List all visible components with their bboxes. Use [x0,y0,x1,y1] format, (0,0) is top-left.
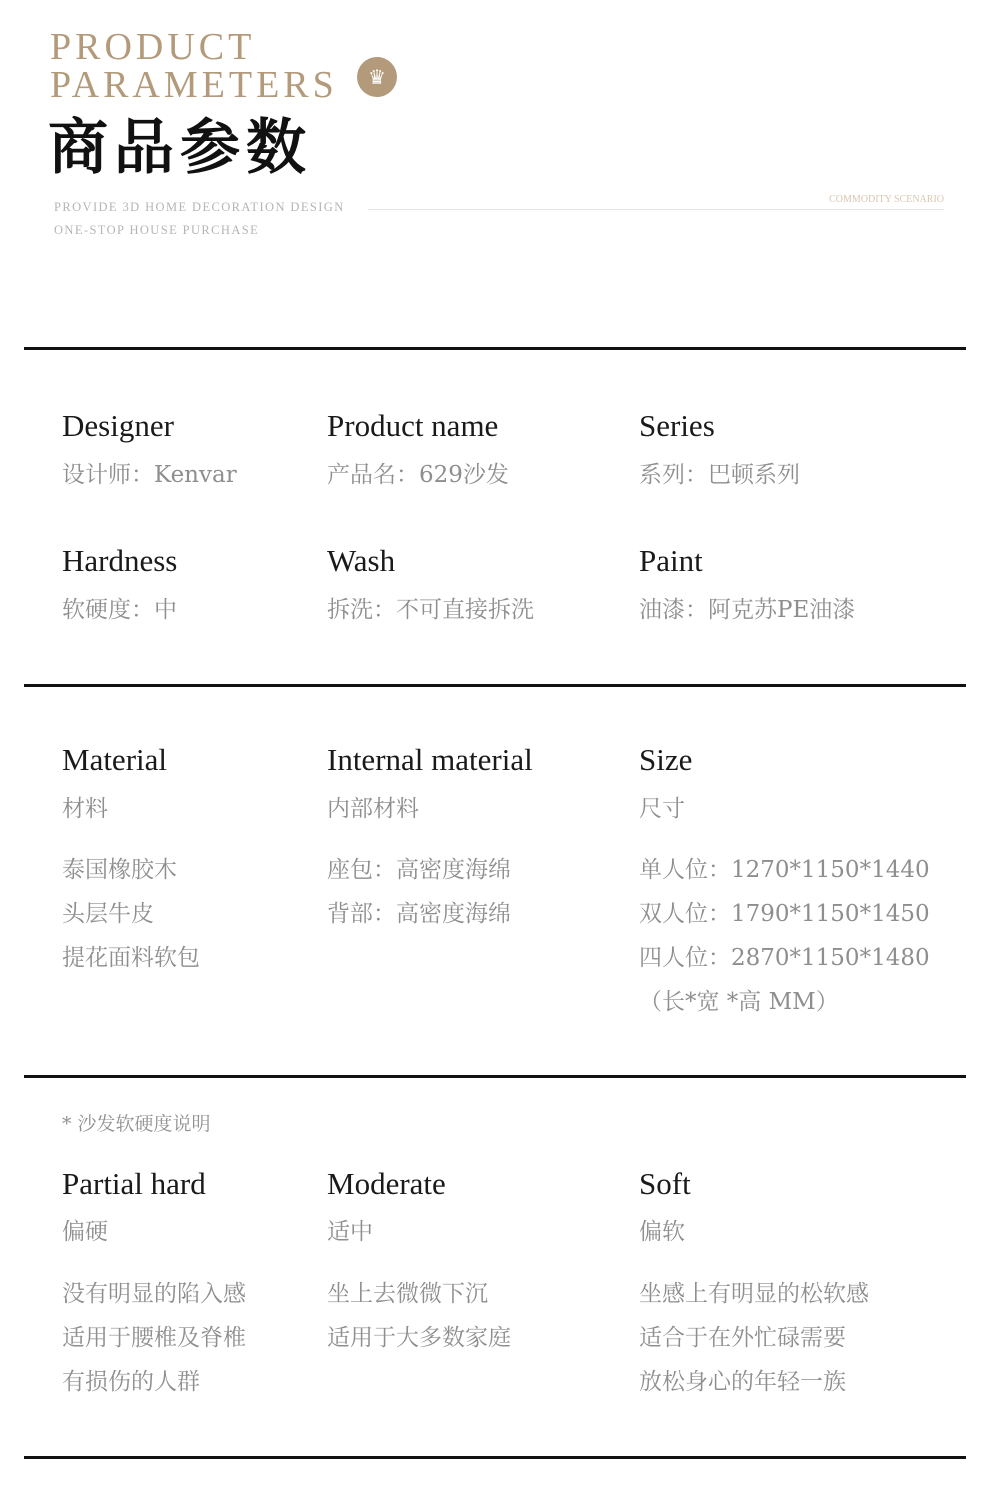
list-item: 有损伤的人群 [62,1369,200,1395]
list-item: （长*宽 *高 MM） [639,989,839,1015]
size-label: Size [639,742,693,777]
hardness-level-label: Soft [639,1166,691,1201]
subtitle-line1: PROVIDE 3D HOME DECORATION DESIGN [54,200,345,214]
hardness-level-desc [327,1272,511,1360]
hardness-level-label-cn: 适中 [327,1219,373,1245]
title-cn: 商品参数 [48,113,312,183]
size-list [639,848,930,1024]
list-item: 泰国橡胶木 [62,857,177,883]
list-item: 座包：高密度海绵 [327,857,511,883]
param-value-wash: 拆洗：不可直接拆洗 [327,597,534,623]
hardness-level-label: Partial hard [62,1166,206,1201]
list-item: 适用于腰椎及脊椎 [62,1325,246,1351]
param-label-series: Series [639,408,715,443]
hardness-level-label-cn: 偏硬 [62,1219,108,1245]
crown-icon: ♛ [357,57,397,97]
list-item: 头层牛皮 [62,901,154,927]
list-item: 提花面料软包 [62,945,200,971]
title-en [50,28,338,104]
title-en-line2: PARAMETERS [50,64,338,106]
scenario-label: COMMODITY SCENARIO [829,194,944,205]
param-label-wash: Wash [327,543,396,578]
material-label: Material [62,742,168,777]
param-value-hardness: 软硬度：中 [62,597,177,623]
internal-material-label-cn: 内部材料 [327,796,419,822]
param-label-product-name: Product name [327,408,499,443]
param-label-hardness: Hardness [62,543,178,578]
hardness-level-label-cn: 偏软 [639,1219,685,1245]
hardness-note: * 沙发软硬度说明 [62,1113,211,1135]
internal-material-label: Internal material [327,742,533,777]
material-list [62,848,200,980]
param-value-product-name: 产品名：629沙发 [327,462,509,488]
section-divider [24,347,966,350]
section-divider [24,1456,966,1459]
subtitle-line2: ONE-STOP HOUSE PURCHASE [54,223,260,237]
list-item: 放松身心的年轻一族 [639,1369,846,1395]
material-label-cn: 材料 [62,796,108,822]
internal-material-list [327,848,511,936]
list-item: 适用于大多数家庭 [327,1325,511,1351]
hardness-level-desc [62,1272,246,1404]
section-divider [24,1075,966,1078]
list-item: 单人位：1270*1150*1440 [639,857,930,883]
list-item: 四人位：2870*1150*1480 [639,945,930,971]
param-label-designer: Designer [62,408,174,443]
list-item: 双人位：1790*1150*1450 [639,901,930,927]
title-en-line1: PRODUCT [50,26,256,68]
list-item: 坐上去微微下沉 [327,1281,488,1307]
size-label-cn: 尺寸 [639,796,685,822]
section-divider [24,684,966,687]
list-item: 坐感上有明显的松软感 [639,1281,869,1307]
hardness-level-label: Moderate [327,1166,446,1201]
header-divider [368,209,944,210]
param-value-designer: 设计师：Kenvar [62,462,237,488]
list-item: 背部：高密度海绵 [327,901,511,927]
param-value-series: 系列：巴顿系列 [639,462,800,488]
param-value-paint: 油漆：阿克苏PE油漆 [639,597,856,623]
list-item: 没有明显的陷入感 [62,1281,246,1307]
param-label-paint: Paint [639,543,703,578]
hardness-level-desc [639,1272,869,1404]
list-item: 适合于在外忙碌需要 [639,1325,846,1351]
